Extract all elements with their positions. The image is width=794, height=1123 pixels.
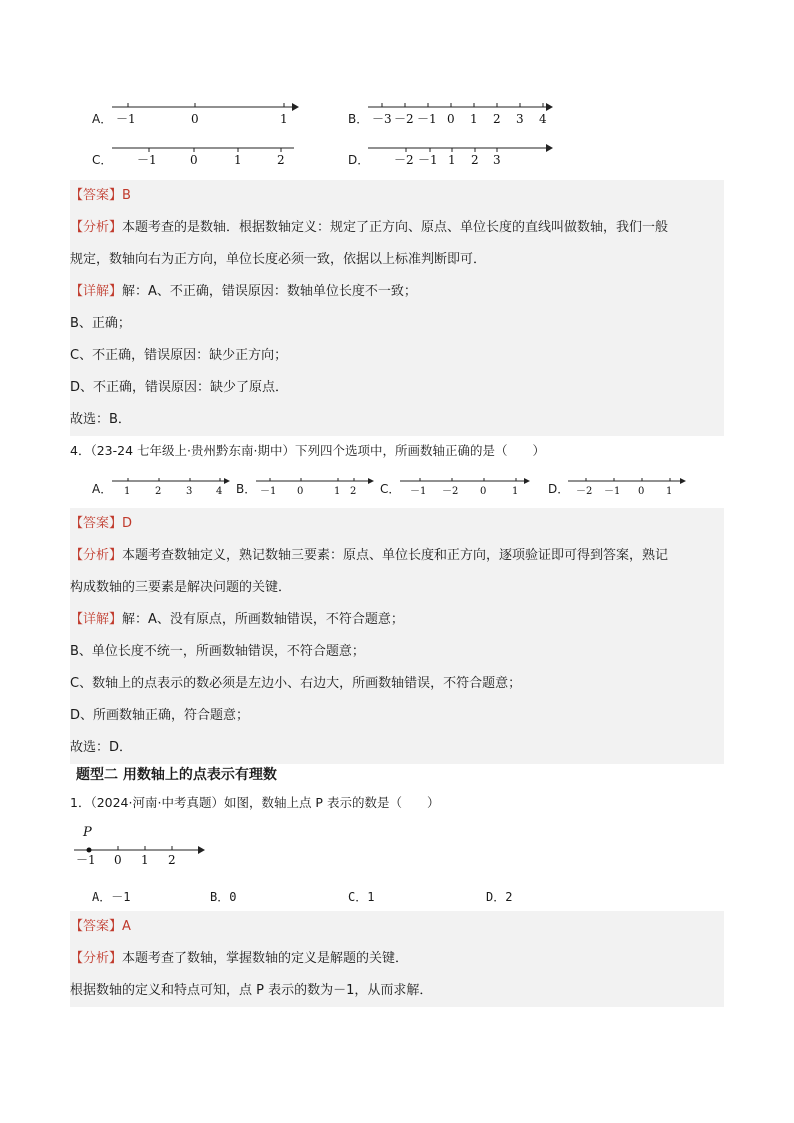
- q3-detail-line: 【详解】解：A、不正确，错误原因：数轴单位长度不一致；: [70, 276, 724, 308]
- choice-c: C．1: [348, 890, 375, 904]
- q4-detail-line: 【详解】解：A、没有原点，所画数轴错误，不符合题意；: [70, 604, 724, 636]
- tick-label: 2: [155, 486, 162, 497]
- q4-option-c-numberline: [400, 472, 535, 500]
- tick-label: －2: [394, 153, 414, 167]
- tick-label: 0: [114, 853, 122, 867]
- tick-label: 3: [516, 112, 524, 126]
- q4-option-a-numberline: [112, 472, 237, 500]
- tick-label: 4: [216, 486, 223, 497]
- q4-detail-line: B、单位长度不统一，所画数轴错误，不符合题意；: [70, 636, 724, 668]
- q3-option-c-label: C．: [92, 153, 113, 167]
- q4-analysis-line: 构成数轴的三要素是解决问题的关键．: [70, 572, 724, 604]
- choice-a: A．－1: [92, 890, 131, 904]
- q4-option-c-label: C．: [380, 482, 401, 496]
- q4-option-b-numberline: [256, 472, 381, 500]
- tick-label: －1: [418, 153, 438, 167]
- q3-option-c-numberline: [112, 141, 302, 171]
- point-p-dot: [87, 848, 92, 853]
- tick-label: 1: [666, 486, 673, 497]
- choice-d: D．2: [486, 890, 513, 904]
- tick-label: 2: [350, 486, 357, 497]
- tick-label: 2: [168, 853, 176, 867]
- q3-option-b-label: B．: [348, 112, 369, 126]
- tick-label: －3: [372, 112, 392, 126]
- q4-option-b-label: B．: [236, 482, 257, 496]
- q3-answer: 【答案】B: [70, 180, 724, 212]
- tick-label: 4: [539, 112, 547, 126]
- point-p-label: P: [83, 825, 92, 840]
- q4-option-d-label: D．: [548, 482, 570, 496]
- q3-option-b-numberline: [368, 100, 558, 130]
- tick-label: －1: [116, 112, 136, 126]
- tick-label: 2: [277, 153, 285, 167]
- tick-label: 0: [480, 486, 487, 497]
- q3-option-d-label: D．: [348, 153, 370, 167]
- tick-label: 1: [124, 486, 131, 497]
- q4-detail-line: C、数轴上的点表示的数必须是左边小、右边大，所画数轴错误，不符合题意；: [70, 668, 724, 700]
- tick-label: 2: [493, 112, 501, 126]
- tick-label: 1: [512, 486, 519, 497]
- q3-option-a-numberline: [112, 100, 302, 130]
- tick-label: 1: [334, 486, 341, 497]
- choice-b: B．0: [210, 890, 237, 904]
- q3-analysis-line: 【分析】本题考查的是数轴．根据数轴定义：规定了正方向、原点、单位长度的直线叫做数轴，我们一般: [70, 212, 724, 244]
- tick-label: －1: [76, 853, 96, 867]
- tick-label: －1: [417, 112, 437, 126]
- q3-detail-line: D、不正确，错误原因：缺少了原点．: [70, 372, 724, 404]
- q4-answer: 【答案】D: [70, 508, 724, 540]
- section2-analysis-line: 【分析】本题考查了数轴，掌握数轴的定义是解题的关键．: [70, 943, 724, 975]
- tick-label: 1: [141, 853, 149, 867]
- tick-label: －1: [137, 153, 157, 167]
- section2-answer: 【答案】A: [70, 911, 724, 943]
- q3-option-a-label: A．: [92, 112, 113, 126]
- tick-label: 1: [448, 153, 456, 167]
- section2-analysis-line: 根据数轴的定义和特点可知，点 P 表示的数为－1，从而求解．: [70, 975, 724, 1007]
- q4-detail-line: D、所画数轴正确，符合题意；: [70, 700, 724, 732]
- tick-label: 1: [234, 153, 242, 167]
- q4-stem: 4．（23-24 七年级上·贵州黔东南·期中）下列四个选项中，所画数轴正确的是（ ）: [70, 443, 545, 458]
- q4-option-d-numberline: [568, 472, 693, 500]
- q3-detail-line: C、不正确，错误原因：缺少正方向；: [70, 340, 724, 372]
- tick-label: 1: [280, 112, 288, 126]
- tick-label: －2: [394, 112, 414, 126]
- tick-label: 2: [471, 153, 479, 167]
- q3-detail-line: B、正确；: [70, 308, 724, 340]
- tick-label: 1: [470, 112, 478, 126]
- tick-label: －1: [260, 486, 277, 497]
- tick-label: 3: [186, 486, 193, 497]
- section-heading: 题型二 用数轴上的点表示有理数: [76, 767, 277, 783]
- q3-analysis-line: 规定，数轴向右为正方向，单位长度必须一致，依据以上标准判断即可．: [70, 244, 724, 276]
- tick-label: 0: [297, 486, 304, 497]
- q4-option-a-label: A．: [92, 482, 113, 496]
- tick-label: 0: [191, 112, 199, 126]
- tick-label: 3: [493, 153, 501, 167]
- section2-numberline-figure: [74, 820, 214, 868]
- tick-label: 0: [638, 486, 645, 497]
- q4-analysis-line: 【分析】本题考查数轴定义，熟记数轴三要素：原点、单位长度和正方向，逐项验证即可得到答案，熟记: [70, 540, 724, 572]
- q3-conclusion: 故选：B．: [70, 404, 724, 436]
- tick-label: －1: [410, 486, 427, 497]
- tick-label: －2: [576, 486, 593, 497]
- section2-q1-stem: 1．（2024·河南·中考真题）如图，数轴上点 P 表示的数是（ ）: [70, 795, 440, 810]
- tick-label: －2: [442, 486, 459, 497]
- q4-conclusion: 故选：D．: [70, 732, 724, 764]
- tick-label: 0: [447, 112, 455, 126]
- tick-label: －1: [604, 486, 621, 497]
- q3-option-d-numberline: [368, 141, 558, 171]
- tick-label: 0: [190, 153, 198, 167]
